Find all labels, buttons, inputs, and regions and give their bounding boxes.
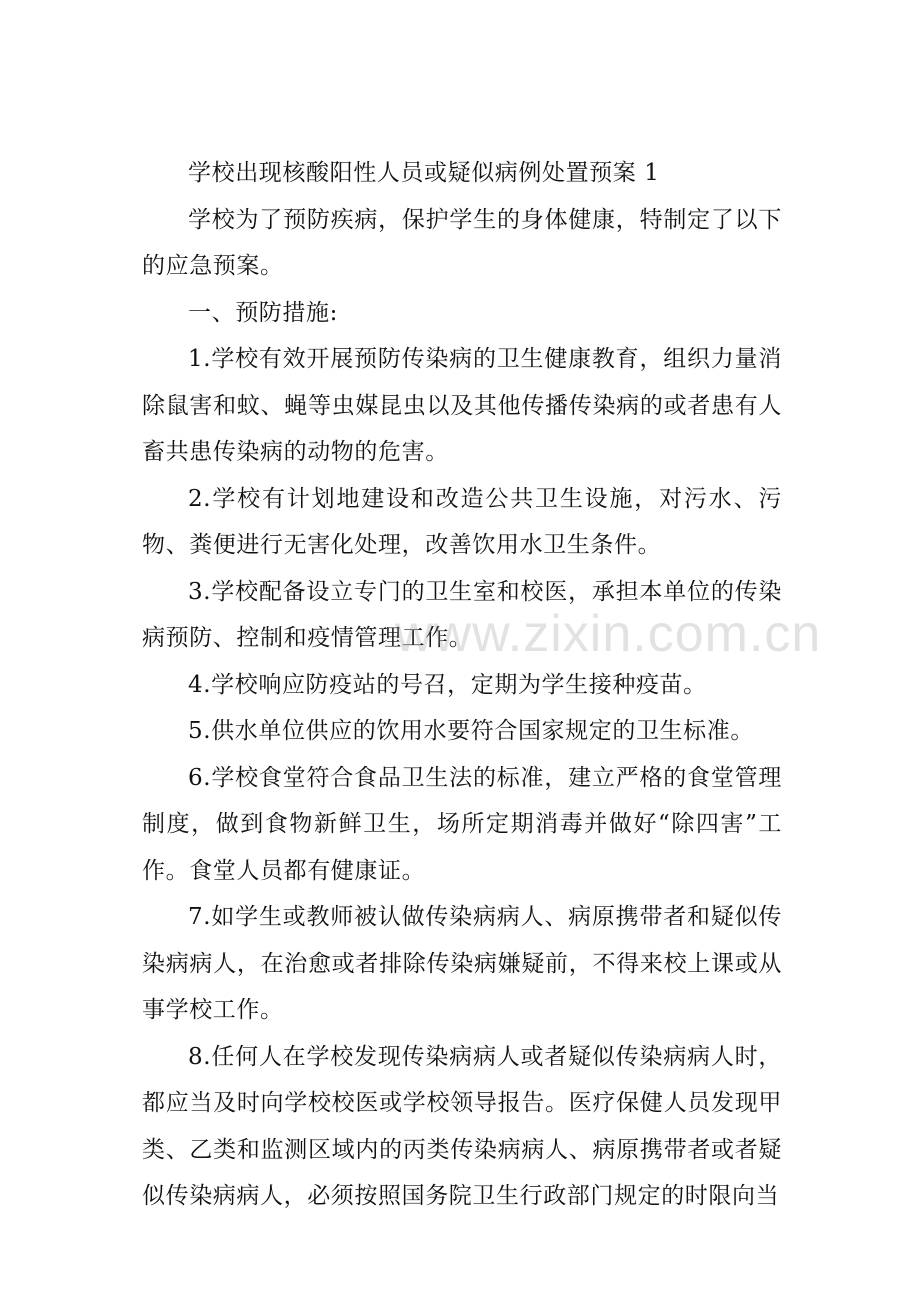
- paragraph-item-3: 3.学校配备设立专门的卫生室和校医，承担本单位的传染病预防、控制和疫情管理工作。: [142, 578, 782, 651]
- paragraph-item-5: 5.供水单位供应的饮用水要符合国家规定的卫生标准。: [188, 718, 754, 744]
- paragraph-item-6: 6.学校食堂符合食品卫生法的标准，建立严格的食堂管理制度，做到食物新鲜卫生，场所定期消毒并做好“除四害”工作。食堂人员都有健康证。: [142, 764, 782, 884]
- paragraph-item-7: 7.如学生或教师被认做传染病病人、病原携带者和疑似传染病病人，在治愈或者排除传染病嫌疑前，不得来校上课或从事学校工作。: [142, 904, 782, 1023]
- paragraph-item-1: 1.学校有效开展预防传染病的卫生健康教育，组织力量消除鼠害和蚊、蝇等虫媒昆虫以及其他传播传染病的或者患有人畜共患传染病的动物的危害。: [142, 346, 782, 465]
- paragraph-item-4: 4.学校响应防疫站的号召，定期为学生接种疫苗。: [188, 671, 707, 698]
- watermark: www.zixin.com.cn: [395, 605, 822, 663]
- document-title: 学校出现核酸阳性人员或疑似病例处置预案 1: [188, 160, 660, 186]
- paragraph-item-8: 8.任何人在学校发现传染病病人或者疑似传染病病人时，都应当及时向学校校医或学校领导报告。医疗保健人员发现甲类、乙类和监测区域内的丙类传染病病人、病原携带者或者疑似传染病病人，必须按照国务院卫生行政部门规定的时限向当: [142, 1043, 782, 1209]
- section-heading-prevention: 一、预防措施:: [188, 299, 338, 326]
- document-body: [142, 150, 782, 1220]
- paragraph-item-2: 2.学校有计划地建设和改造公共卫生设施，对污水、污物、粪便进行无害化处理，改善饮用水卫生条件。: [142, 485, 782, 558]
- paragraph-intro: 学校为了预防疾病，保护学生的身体健康，特制定了以下的应急预案。: [142, 206, 782, 279]
